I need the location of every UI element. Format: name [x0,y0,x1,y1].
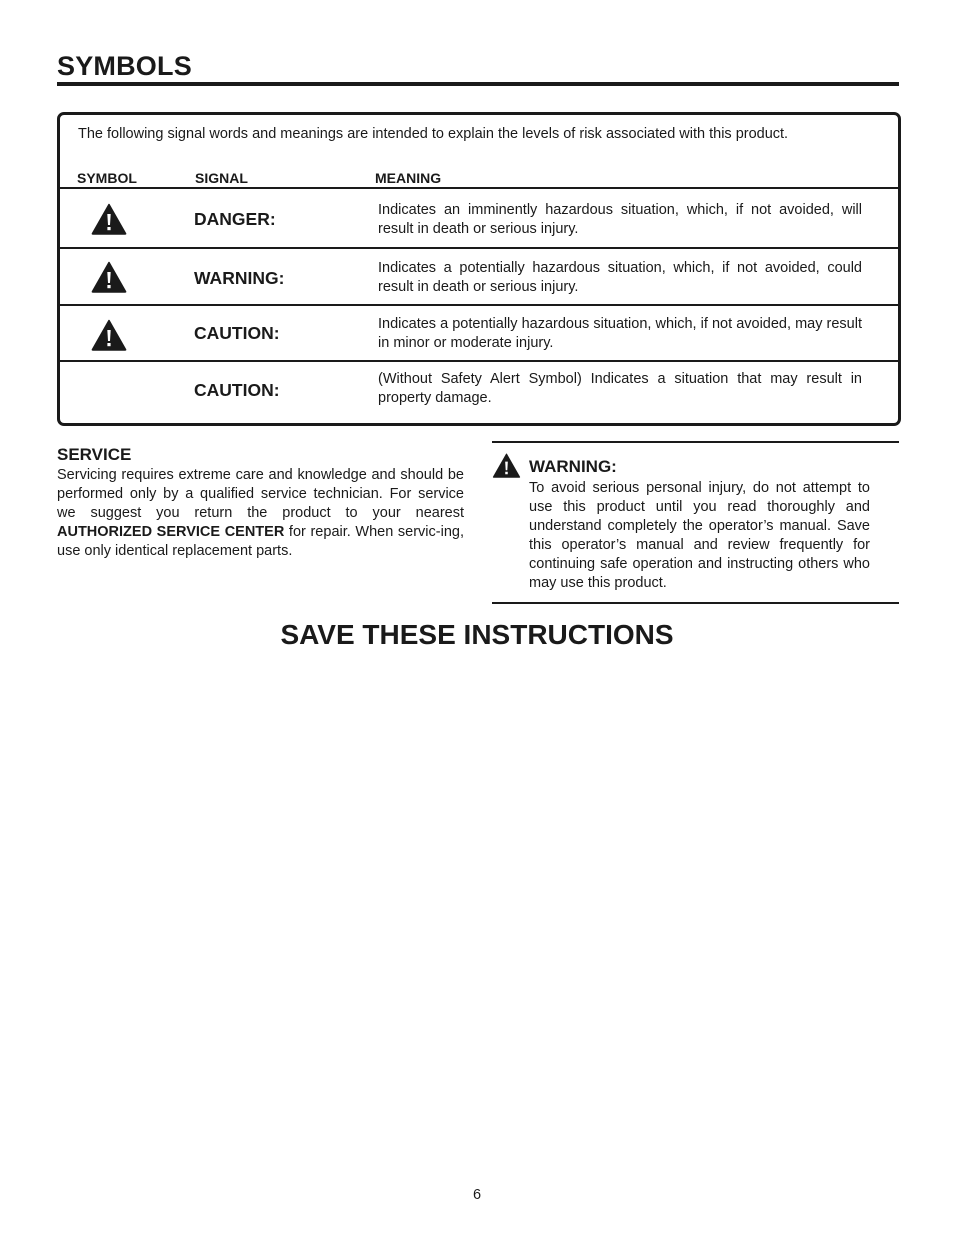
column-header-signal: SIGNAL [195,170,248,186]
service-text-start: Servicing requires extreme care and knowledge and should be performed only by a qualified service technician. For service we suggest you return the product to your nearest [57,467,464,521]
table-row-warning [60,247,898,304]
symbols-table [57,112,901,426]
table-row-caution [60,304,898,360]
warning-triangle-icon [91,319,127,351]
signal-warning: WARNING: [194,268,285,288]
column-header-symbol: SYMBOL [77,170,137,186]
column-header-meaning: MEANING [375,170,442,186]
authorized-service-center: AUTHORIZED SERVICE CENTER [57,524,285,540]
service-text-end: for repair. When servic-ing, use only identical replacement parts. [57,524,464,559]
warning-triangle-icon [91,261,127,293]
meaning-danger: Indicates an imminently hazardous situation, which, if not avoided, will result in death or serious injury. [378,202,862,237]
service-text [57,466,464,561]
meaning-caution-property: (Without Safety Alert Symbol) Indicates a situation that may result in property damage. [378,371,862,406]
service-section [57,445,464,561]
warning-triangle-icon [492,453,521,478]
page-title: SYMBOLS [57,51,192,81]
warning-triangle-icon [91,203,127,235]
save-instructions-heading: SAVE THESE INSTRUCTIONS [280,619,674,650]
meaning-warning: Indicates a potentially hazardous situation, which, if not avoided, could result in death or serious injury. [378,260,862,295]
warning-heading: WARNING: [529,457,617,476]
table-row-danger [60,187,898,247]
signal-caution: CAUTION: [194,323,280,343]
page-number: 6 [472,1187,482,1203]
symbols-intro: The following signal words and meanings are intended to explain the levels of risk associated with this product. [78,126,789,142]
title-rule [57,82,899,86]
warning-text: To avoid serious personal injury, do not attempt to use this product until you read thoroughly and understand completely the operator’s manual. Save this operator’s manual and review frequently for continuing safe operation and instructing others who may use this product. [529,480,870,591]
service-heading: SERVICE [57,445,132,464]
warning-box [492,441,899,604]
signal-caution-property: CAUTION: [194,380,280,400]
table-row-caution-property [60,360,898,423]
signal-danger: DANGER: [194,209,276,229]
meaning-caution: Indicates a potentially hazardous situation, which, if not avoided, may result in minor or moderate injury. [378,316,862,351]
